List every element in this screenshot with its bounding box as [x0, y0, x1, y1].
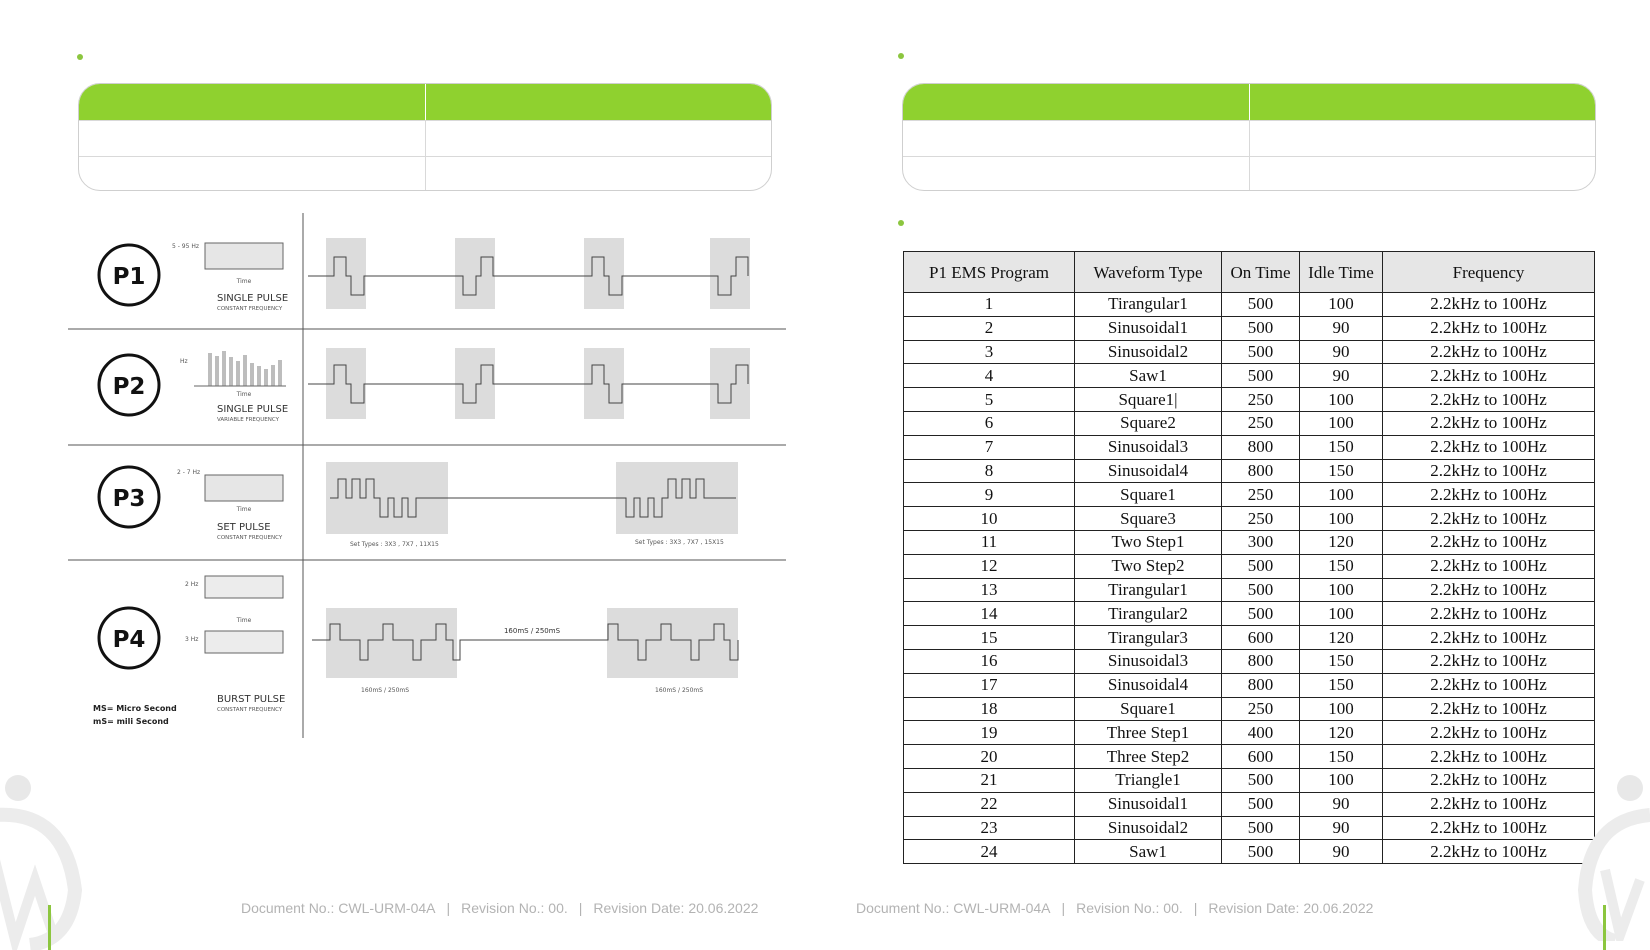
table-cell: 150: [1300, 649, 1383, 673]
table-cell: 2.2kHz to 100Hz: [1383, 293, 1595, 317]
footer-separator: |: [1061, 900, 1066, 916]
frequency-label: 3 Hz: [185, 636, 199, 643]
table-cell: 18: [904, 697, 1075, 721]
table-cell: 90: [1300, 792, 1383, 816]
column-header: Idle Time: [1300, 252, 1383, 293]
program-subtitle: VARIABLE FREQUENCY: [217, 417, 279, 423]
table-row: [904, 507, 1595, 531]
table-cell: 2.2kHz to 100Hz: [1383, 602, 1595, 626]
table-cell: 800: [1222, 673, 1300, 697]
burst-duration-label: 160mS / 250mS: [655, 687, 704, 694]
table-cell: 2.2kHz to 100Hz: [1383, 483, 1595, 507]
table-cell: Sinusoidal1: [1075, 792, 1222, 816]
document-number: Document No.: CWL-URM-04A: [856, 900, 1051, 916]
table-cell: 2.2kHz to 100Hz: [1383, 388, 1595, 412]
table-cell: 11: [904, 530, 1075, 554]
table-cell: Tirangular2: [1075, 602, 1222, 626]
table-cell: 13: [904, 578, 1075, 602]
table-cell: 2.2kHz to 100Hz: [1383, 340, 1595, 364]
table-cell: Saw1: [1075, 840, 1222, 864]
footer-separator: |: [446, 900, 451, 916]
program-waveform-diagram: [68, 213, 786, 738]
table-cell: Three Step1: [1075, 721, 1222, 745]
table-row: [904, 649, 1595, 673]
table-cell: Sinusoidal3: [1075, 435, 1222, 459]
table-row: [904, 697, 1595, 721]
table-cell: 500: [1222, 578, 1300, 602]
table-row: [904, 316, 1595, 340]
table-cell: Sinusoidal3: [1075, 649, 1222, 673]
table-cell: 90: [1300, 316, 1383, 340]
table-row: [904, 673, 1595, 697]
table-cell: 100: [1300, 602, 1383, 626]
table-cell: 7: [904, 435, 1075, 459]
program-title: SINGLE PULSE: [217, 404, 289, 415]
table-cell: 21: [904, 768, 1075, 792]
table-cell: 100: [1300, 411, 1383, 435]
table-cell: 1: [904, 293, 1075, 317]
unit-legend: MS= Micro Second: [93, 704, 177, 713]
mini-waveform: [205, 243, 283, 269]
info-table-row: [903, 120, 1595, 156]
table-cell: 2: [904, 316, 1075, 340]
info-table-header: [79, 84, 771, 120]
table-cell: 2.2kHz to 100Hz: [1383, 649, 1595, 673]
gap-label: 160mS / 250mS: [503, 627, 561, 635]
unit-legend: mS= mili Second: [93, 717, 169, 726]
table-row: [904, 792, 1595, 816]
axis-label: Time: [236, 278, 252, 285]
table-cell: 5: [904, 388, 1075, 412]
table-cell: 500: [1222, 602, 1300, 626]
table-row: [904, 602, 1595, 626]
info-table-row: [79, 156, 771, 191]
table-cell: 800: [1222, 649, 1300, 673]
program-title: BURST PULSE: [217, 694, 286, 705]
table-cell: 90: [1300, 364, 1383, 388]
table-cell: 2.2kHz to 100Hz: [1383, 626, 1595, 650]
table-cell: 500: [1222, 340, 1300, 364]
table-cell: 22: [904, 792, 1075, 816]
table-cell: Square2: [1075, 411, 1222, 435]
program-title: SINGLE PULSE: [217, 293, 289, 304]
program-badge-label: P4: [112, 627, 146, 653]
table-cell: 6: [904, 411, 1075, 435]
table-cell: 600: [1222, 745, 1300, 769]
table-row: [904, 768, 1595, 792]
table-cell: 2.2kHz to 100Hz: [1383, 554, 1595, 578]
accent-bar: [1603, 905, 1606, 950]
table-cell: 23: [904, 816, 1075, 840]
table-cell: Sinusoidal2: [1075, 816, 1222, 840]
program-title: SET PULSE: [217, 522, 271, 533]
axis-label: Time: [236, 506, 252, 513]
revision-date: Revision Date: 20.06.2022: [1208, 900, 1374, 916]
info-table-row: [903, 156, 1595, 191]
table-row: [904, 626, 1595, 650]
table-cell: Saw1: [1075, 364, 1222, 388]
table-cell: 2.2kHz to 100Hz: [1383, 507, 1595, 531]
program-subtitle: CONSTANT FREQUENCY: [217, 707, 283, 713]
ems-program-table: [903, 251, 1595, 864]
table-cell: 500: [1222, 816, 1300, 840]
table-row: [904, 745, 1595, 769]
table-cell: 2.2kHz to 100Hz: [1383, 578, 1595, 602]
set-types-label: Set Types : 3X3 , 7X7 , 11X15: [350, 541, 439, 548]
table-cell: 2.2kHz to 100Hz: [1383, 435, 1595, 459]
table-cell: 100: [1300, 697, 1383, 721]
table-cell: 2.2kHz to 100Hz: [1383, 530, 1595, 554]
table-cell: 16: [904, 649, 1075, 673]
table-cell: 100: [1300, 293, 1383, 317]
table-cell: 600: [1222, 626, 1300, 650]
table-cell: Two Step1: [1075, 530, 1222, 554]
table-cell: 3: [904, 340, 1075, 364]
table-cell: Tirangular1: [1075, 293, 1222, 317]
table-cell: 800: [1222, 459, 1300, 483]
page-footer-left: [241, 900, 758, 916]
column-header: On Time: [1222, 252, 1300, 293]
table-cell: 2.2kHz to 100Hz: [1383, 411, 1595, 435]
info-table-left: [78, 83, 772, 191]
table-cell: 90: [1300, 840, 1383, 864]
table-cell: 400: [1222, 721, 1300, 745]
info-table-row: [79, 120, 771, 156]
table-cell: 2.2kHz to 100Hz: [1383, 673, 1595, 697]
table-cell: 2.2kHz to 100Hz: [1383, 792, 1595, 816]
table-cell: 500: [1222, 293, 1300, 317]
table-row: [904, 483, 1595, 507]
table-cell: Tirangular3: [1075, 626, 1222, 650]
table-cell: 100: [1300, 578, 1383, 602]
program-row-p4: [93, 576, 738, 726]
program-row-p2: [99, 348, 750, 423]
table-cell: 20: [904, 745, 1075, 769]
table-cell: Sinusoidal1: [1075, 316, 1222, 340]
footer-separator: |: [578, 900, 583, 916]
table-cell: 4: [904, 364, 1075, 388]
frequency-label: 5 - 95 Hz: [172, 243, 199, 250]
table-cell: 100: [1300, 507, 1383, 531]
table-cell: Square1: [1075, 483, 1222, 507]
table-cell: 17: [904, 673, 1075, 697]
mini-bar-chart: [208, 351, 282, 386]
bullet-dot: [898, 220, 904, 226]
table-row: [904, 554, 1595, 578]
table-cell: 120: [1300, 626, 1383, 650]
table-cell: 250: [1222, 483, 1300, 507]
program-subtitle: CONSTANT FREQUENCY: [217, 535, 283, 541]
column-header: Waveform Type: [1075, 252, 1222, 293]
brand-watermark-logo: [1570, 770, 1650, 941]
table-cell: 8: [904, 459, 1075, 483]
document-number: Document No.: CWL-URM-04A: [241, 900, 436, 916]
table-cell: Three Step2: [1075, 745, 1222, 769]
table-cell: 2.2kHz to 100Hz: [1383, 816, 1595, 840]
table-row: [904, 530, 1595, 554]
frequency-label: 2 - 7 Hz: [177, 469, 201, 476]
table-cell: 250: [1222, 388, 1300, 412]
table-row: [904, 721, 1595, 745]
frequency-label: 2 Hz: [185, 581, 199, 588]
column-header: Frequency: [1383, 252, 1595, 293]
table-cell: Triangle1: [1075, 768, 1222, 792]
table-cell: 2.2kHz to 100Hz: [1383, 316, 1595, 340]
mini-waveform: [205, 631, 283, 653]
program-row-p3: [99, 462, 738, 548]
table-cell: 150: [1300, 745, 1383, 769]
program-badge-label: P3: [112, 486, 146, 512]
table-cell: 15: [904, 626, 1075, 650]
table-cell: 2.2kHz to 100Hz: [1383, 721, 1595, 745]
table-cell: 150: [1300, 673, 1383, 697]
table-row: [904, 435, 1595, 459]
table-cell: 9: [904, 483, 1075, 507]
table-cell: 12: [904, 554, 1075, 578]
table-cell: 2.2kHz to 100Hz: [1383, 697, 1595, 721]
table-row: [904, 340, 1595, 364]
table-cell: 500: [1222, 768, 1300, 792]
table-row: [904, 364, 1595, 388]
table-cell: 2.2kHz to 100Hz: [1383, 768, 1595, 792]
table-cell: 500: [1222, 840, 1300, 864]
axis-label: Time: [236, 391, 252, 398]
table-cell: 120: [1300, 530, 1383, 554]
table-cell: 500: [1222, 554, 1300, 578]
revision-number: Revision No.: 00.: [461, 900, 568, 916]
table-cell: 10: [904, 507, 1075, 531]
table-cell: Sinusoidal2: [1075, 340, 1222, 364]
table-cell: 500: [1222, 364, 1300, 388]
table-cell: 2.2kHz to 100Hz: [1383, 840, 1595, 864]
column-header: P1 EMS Program: [904, 252, 1075, 293]
page-footer-right: [856, 900, 1373, 916]
burst-duration-label: 160mS / 250mS: [361, 687, 410, 694]
mini-waveform: [205, 576, 283, 598]
table-cell: 500: [1222, 792, 1300, 816]
program-badge-label: P1: [112, 264, 146, 290]
table-cell: Square1|: [1075, 388, 1222, 412]
program-row-p1: [99, 238, 750, 312]
table-cell: 100: [1300, 768, 1383, 792]
table-cell: 250: [1222, 507, 1300, 531]
info-table-header: [903, 84, 1595, 120]
table-cell: Sinusoidal4: [1075, 459, 1222, 483]
mini-waveform: [205, 475, 283, 501]
table-row: [904, 816, 1595, 840]
bullet-dot: [77, 54, 83, 60]
table-row: [904, 293, 1595, 317]
table-cell: 500: [1222, 316, 1300, 340]
table-row: [904, 459, 1595, 483]
table-cell: 100: [1300, 388, 1383, 412]
axis-label: Time: [236, 617, 252, 624]
table-cell: Square3: [1075, 507, 1222, 531]
accent-bar: [48, 905, 51, 950]
info-table-right: [902, 83, 1596, 191]
table-cell: 250: [1222, 411, 1300, 435]
table-cell: 150: [1300, 554, 1383, 578]
table-cell: 90: [1300, 816, 1383, 840]
program-subtitle: CONSTANT FREQUENCY: [217, 306, 283, 312]
table-cell: Square1: [1075, 697, 1222, 721]
set-types-label: Set Types : 3X3 , 7X7 , 15X15: [635, 539, 724, 546]
table-cell: 250: [1222, 697, 1300, 721]
table-cell: Tirangular1: [1075, 578, 1222, 602]
table-cell: 300: [1222, 530, 1300, 554]
table-cell: 19: [904, 721, 1075, 745]
footer-separator: |: [1193, 900, 1198, 916]
table-cell: Sinusoidal4: [1075, 673, 1222, 697]
table-cell: 24: [904, 840, 1075, 864]
table-row: [904, 578, 1595, 602]
bullet-dot: [898, 53, 904, 59]
table-cell: 100: [1300, 483, 1383, 507]
program-badge-label: P2: [112, 374, 146, 400]
table-cell: 90: [1300, 340, 1383, 364]
table-cell: 14: [904, 602, 1075, 626]
table-row: [904, 840, 1595, 864]
table-cell: 150: [1300, 435, 1383, 459]
table-body: [904, 293, 1595, 864]
revision-date: Revision Date: 20.06.2022: [593, 900, 759, 916]
table-row: [904, 411, 1595, 435]
table-cell: 120: [1300, 721, 1383, 745]
table-row: [904, 388, 1595, 412]
table-cell: 2.2kHz to 100Hz: [1383, 459, 1595, 483]
table-cell: Two Step2: [1075, 554, 1222, 578]
frequency-label: Hz: [180, 358, 188, 365]
table-cell: 150: [1300, 459, 1383, 483]
table-cell: 2.2kHz to 100Hz: [1383, 745, 1595, 769]
revision-number: Revision No.: 00.: [1076, 900, 1183, 916]
table-header-row: [904, 252, 1595, 293]
table-cell: 2.2kHz to 100Hz: [1383, 364, 1595, 388]
table-cell: 800: [1222, 435, 1300, 459]
